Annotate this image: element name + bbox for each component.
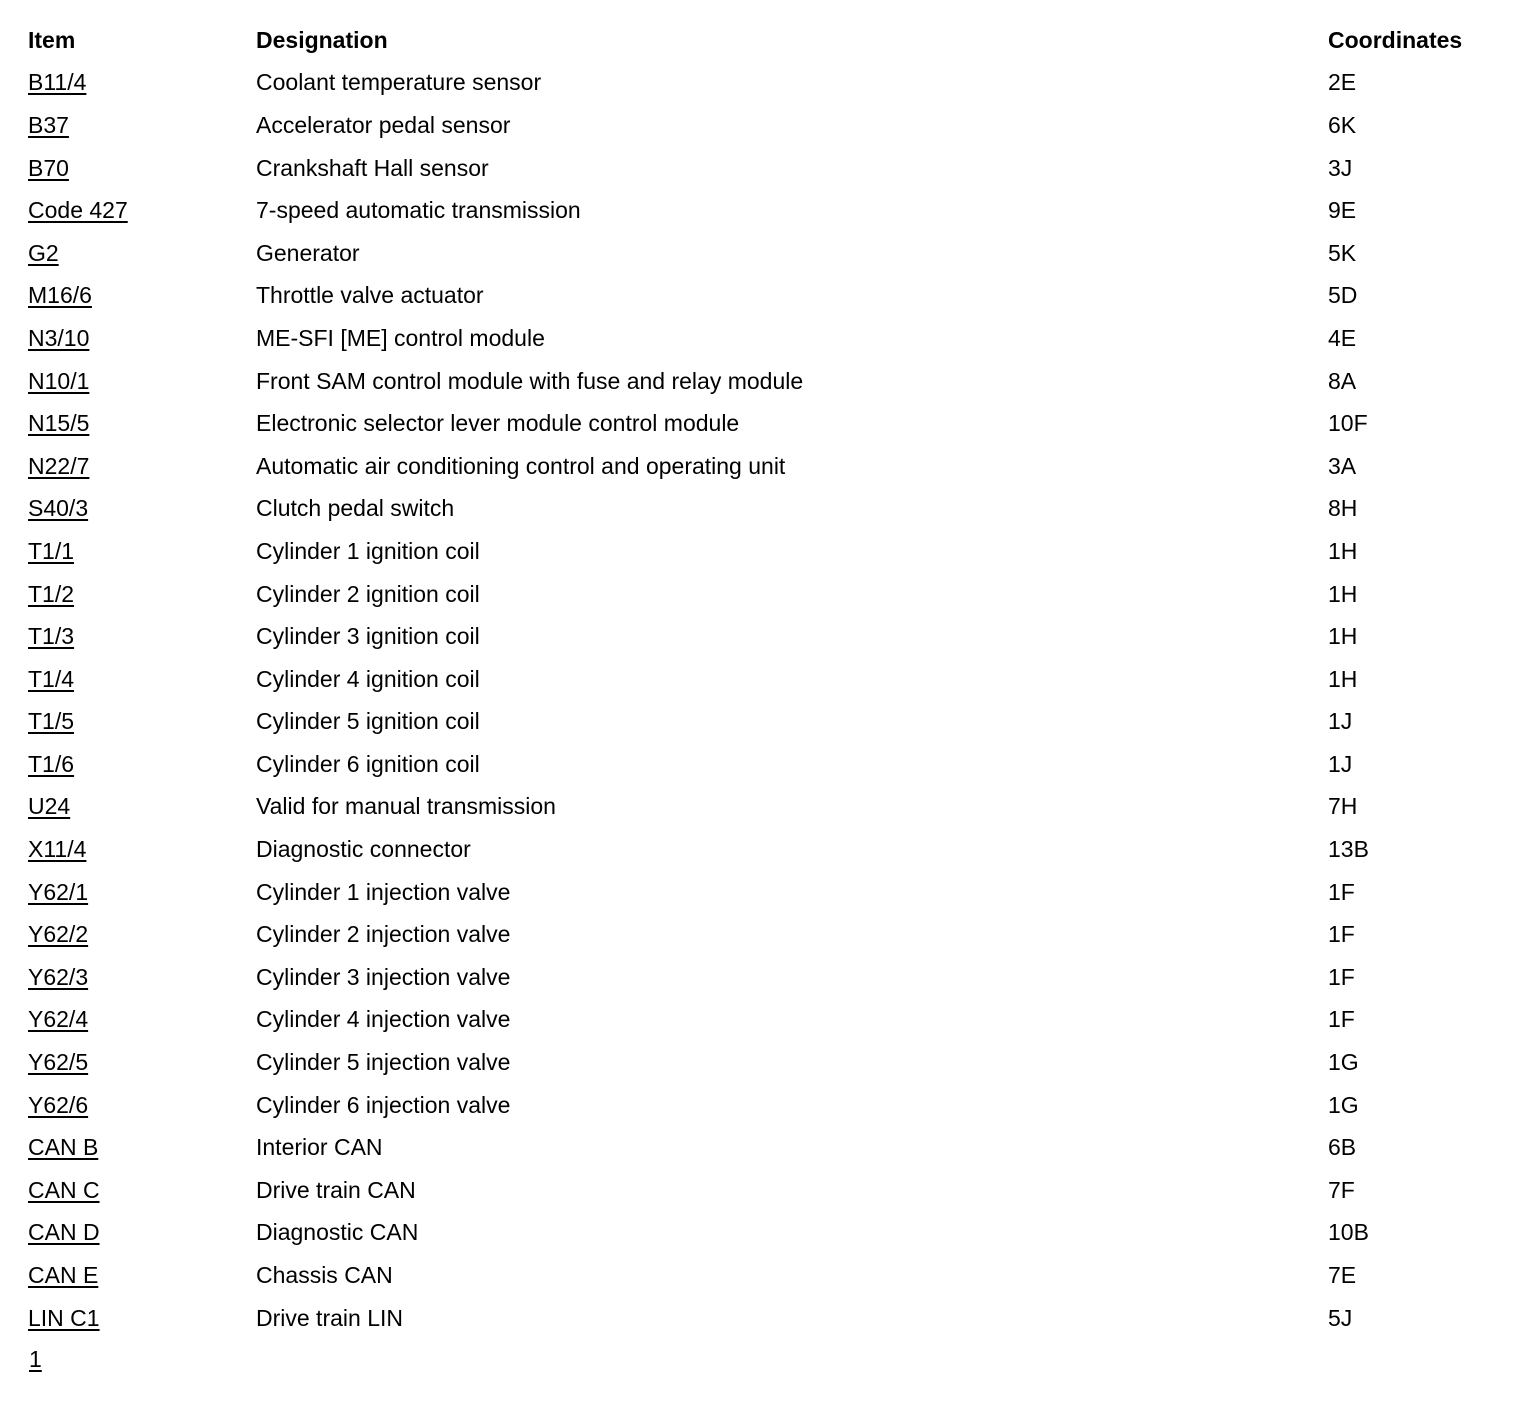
cell-designation: Generator — [256, 239, 360, 266]
cell-item — [28, 104, 256, 147]
table-row — [28, 402, 1498, 445]
item-link[interactable]: B37 — [28, 111, 69, 138]
cell-coordinates: 8A — [1328, 367, 1357, 394]
item-link[interactable]: CAN E — [28, 1262, 99, 1289]
table-row — [28, 658, 1498, 701]
cell-item — [28, 189, 256, 232]
cell-designation: Cylinder 1 ignition coil — [256, 537, 480, 564]
cell-coordinates: 1H — [1328, 580, 1358, 607]
cell-item — [28, 615, 256, 658]
cell-item — [28, 786, 256, 829]
table-row — [28, 232, 1498, 275]
header-coordinates: Coordinates — [1328, 26, 1463, 53]
cell-item — [28, 701, 256, 744]
cell-item — [28, 956, 256, 999]
cell-item — [28, 913, 256, 956]
cell-designation: Front SAM control module with fuse and relay module — [256, 367, 804, 394]
cell-designation: Electronic selector lever module control module — [256, 410, 740, 437]
cell-designation: Coolant temperature sensor — [256, 69, 542, 96]
cell-designation: Valid for manual transmission — [256, 793, 556, 820]
cell-coordinates: 5D — [1328, 282, 1358, 309]
cell-item — [28, 1254, 256, 1297]
cell-coordinates: 6K — [1328, 111, 1357, 138]
page-link[interactable]: 1 — [29, 1346, 42, 1372]
cell-designation: Cylinder 6 ignition coil — [256, 750, 480, 777]
table-row — [28, 743, 1498, 786]
table-row — [28, 104, 1498, 147]
cell-item — [28, 999, 256, 1042]
cell-coordinates: 1F — [1328, 921, 1355, 948]
item-link[interactable]: Code 427 — [28, 197, 128, 224]
table-row — [28, 488, 1498, 531]
item-link[interactable]: Y62/6 — [28, 1091, 89, 1118]
cell-designation: Cylinder 5 injection valve — [256, 1049, 511, 1076]
cell-item — [28, 1041, 256, 1084]
cell-designation: Clutch pedal switch — [256, 495, 455, 522]
cell-item — [28, 1297, 256, 1340]
cell-designation: Cylinder 5 ignition coil — [256, 708, 480, 735]
cell-coordinates: 10B — [1328, 1219, 1369, 1246]
cell-coordinates: 1G — [1328, 1049, 1359, 1076]
cell-designation: Cylinder 6 injection valve — [256, 1091, 511, 1118]
cell-coordinates: 1F — [1328, 878, 1355, 905]
cell-designation: Drive train CAN — [256, 1176, 416, 1203]
cell-coordinates: 9E — [1328, 197, 1357, 224]
cell-coordinates: 3A — [1328, 452, 1357, 479]
cell-item — [28, 147, 256, 190]
cell-coordinates: 1F — [1328, 1006, 1355, 1033]
item-link[interactable]: N3/10 — [28, 324, 90, 351]
cell-item — [28, 743, 256, 786]
cell-coordinates: 1J — [1328, 750, 1353, 777]
header-designation: Designation — [256, 26, 388, 53]
cell-designation: Diagnostic connector — [256, 836, 471, 863]
item-link[interactable]: Y62/3 — [28, 963, 89, 990]
item-link[interactable]: CAN C — [28, 1176, 100, 1203]
table-row — [28, 317, 1498, 360]
item-link[interactable]: B70 — [28, 154, 69, 181]
cell-coordinates: 1F — [1328, 963, 1355, 990]
cell-designation: Cylinder 4 injection valve — [256, 1006, 511, 1033]
cell-coordinates: 5J — [1328, 1304, 1353, 1331]
table-row — [28, 1297, 1498, 1340]
cell-designation: Cylinder 4 ignition coil — [256, 665, 480, 692]
table-row — [28, 999, 1498, 1042]
cell-item — [28, 360, 256, 403]
item-link[interactable]: N10/1 — [28, 367, 90, 394]
cell-designation: Cylinder 2 ignition coil — [256, 580, 480, 607]
item-link[interactable]: M16/6 — [28, 282, 92, 309]
cell-designation: Throttle valve actuator — [256, 282, 484, 309]
item-link[interactable]: T1/1 — [28, 537, 75, 564]
cell-coordinates: 10F — [1328, 410, 1368, 437]
item-link[interactable]: N15/5 — [28, 410, 90, 437]
table-row — [28, 913, 1498, 956]
header-item: Item — [28, 26, 76, 53]
cell-coordinates: 1H — [1328, 537, 1358, 564]
table-row — [28, 573, 1498, 616]
cell-item — [28, 317, 256, 360]
cell-item — [28, 445, 256, 488]
item-link[interactable]: T1/6 — [28, 750, 75, 777]
cell-item — [28, 871, 256, 914]
item-link[interactable]: Y62/5 — [28, 1049, 89, 1076]
item-link[interactable]: Y62/1 — [28, 878, 89, 905]
item-link[interactable]: T1/2 — [28, 580, 75, 607]
table-row — [28, 701, 1498, 744]
cell-item — [28, 1212, 256, 1255]
table-row — [28, 147, 1498, 190]
table-header-row — [28, 19, 1498, 62]
item-link[interactable]: CAN B — [28, 1134, 99, 1161]
cell-coordinates: 7E — [1328, 1262, 1357, 1289]
table-row — [28, 828, 1498, 871]
table-row — [28, 1126, 1498, 1169]
table-row — [28, 1041, 1498, 1084]
cell-coordinates: 8H — [1328, 495, 1358, 522]
cell-designation: Cylinder 2 injection valve — [256, 921, 511, 948]
cell-designation: Accelerator pedal sensor — [256, 111, 511, 138]
table-body — [28, 62, 1498, 1340]
item-link[interactable]: T1/3 — [28, 623, 75, 650]
table-row — [28, 1169, 1498, 1212]
item-link[interactable]: CAN D — [28, 1219, 100, 1246]
cell-coordinates: 4E — [1328, 324, 1357, 351]
table-row — [28, 1084, 1498, 1127]
table-row — [28, 956, 1498, 999]
cell-designation: 7-speed automatic transmission — [256, 197, 581, 224]
cell-item — [28, 62, 256, 105]
cell-item — [28, 573, 256, 616]
cell-coordinates: 1H — [1328, 623, 1358, 650]
cell-designation: Automatic air conditioning control and operating unit — [256, 452, 786, 479]
item-link[interactable]: T1/4 — [28, 665, 75, 692]
item-link[interactable]: Y62/4 — [28, 1006, 89, 1033]
cell-designation: Interior CAN — [256, 1134, 383, 1161]
cell-coordinates: 13B — [1328, 836, 1369, 863]
cell-coordinates: 6B — [1328, 1134, 1357, 1161]
cell-item — [28, 828, 256, 871]
cell-coordinates: 7F — [1328, 1176, 1355, 1203]
cell-coordinates: 5K — [1328, 239, 1357, 266]
table-row — [28, 786, 1498, 829]
cell-item — [28, 658, 256, 701]
cell-designation: Chassis CAN — [256, 1262, 393, 1289]
cell-designation: Diagnostic CAN — [256, 1219, 419, 1246]
item-link[interactable]: G2 — [28, 239, 59, 266]
table-row — [28, 1254, 1498, 1297]
table-row — [28, 871, 1498, 914]
table-row — [28, 275, 1498, 318]
cell-coordinates: 1G — [1328, 1091, 1359, 1118]
table-row — [28, 530, 1498, 573]
cell-designation: Cylinder 3 injection valve — [256, 963, 511, 990]
cell-coordinates: 3J — [1328, 154, 1353, 181]
cell-item — [28, 402, 256, 445]
table-row — [28, 1212, 1498, 1255]
table-row — [28, 62, 1498, 105]
component-legend-table — [28, 19, 1498, 1339]
item-link[interactable]: T1/5 — [28, 708, 75, 735]
item-link[interactable]: LIN C1 — [28, 1304, 100, 1331]
cell-designation: Cylinder 1 injection valve — [256, 878, 511, 905]
cell-coordinates: 1H — [1328, 665, 1358, 692]
item-link[interactable]: N22/7 — [28, 452, 90, 479]
cell-item — [28, 1126, 256, 1169]
cell-item — [28, 530, 256, 573]
cell-coordinates: 2E — [1328, 69, 1357, 96]
cell-item — [28, 488, 256, 531]
table-row — [28, 360, 1498, 403]
table-row — [28, 445, 1498, 488]
cell-designation: Crankshaft Hall sensor — [256, 154, 489, 181]
table-row — [28, 189, 1498, 232]
cell-item — [28, 232, 256, 275]
cell-item — [28, 275, 256, 318]
cell-item — [28, 1084, 256, 1127]
cell-designation: ME-SFI [ME] control module — [256, 324, 545, 351]
item-link[interactable]: X11/4 — [28, 836, 87, 863]
cell-designation: Drive train LIN — [256, 1304, 403, 1331]
cell-coordinates: 1J — [1328, 708, 1353, 735]
cell-coordinates: 7H — [1328, 793, 1358, 820]
item-link[interactable]: U24 — [28, 793, 71, 820]
table-row — [28, 615, 1498, 658]
item-link[interactable]: Y62/2 — [28, 921, 89, 948]
item-link[interactable]: B11/4 — [28, 69, 87, 96]
cell-item — [28, 1169, 256, 1212]
cell-designation: Cylinder 3 ignition coil — [256, 623, 480, 650]
item-link[interactable]: S40/3 — [28, 495, 89, 522]
